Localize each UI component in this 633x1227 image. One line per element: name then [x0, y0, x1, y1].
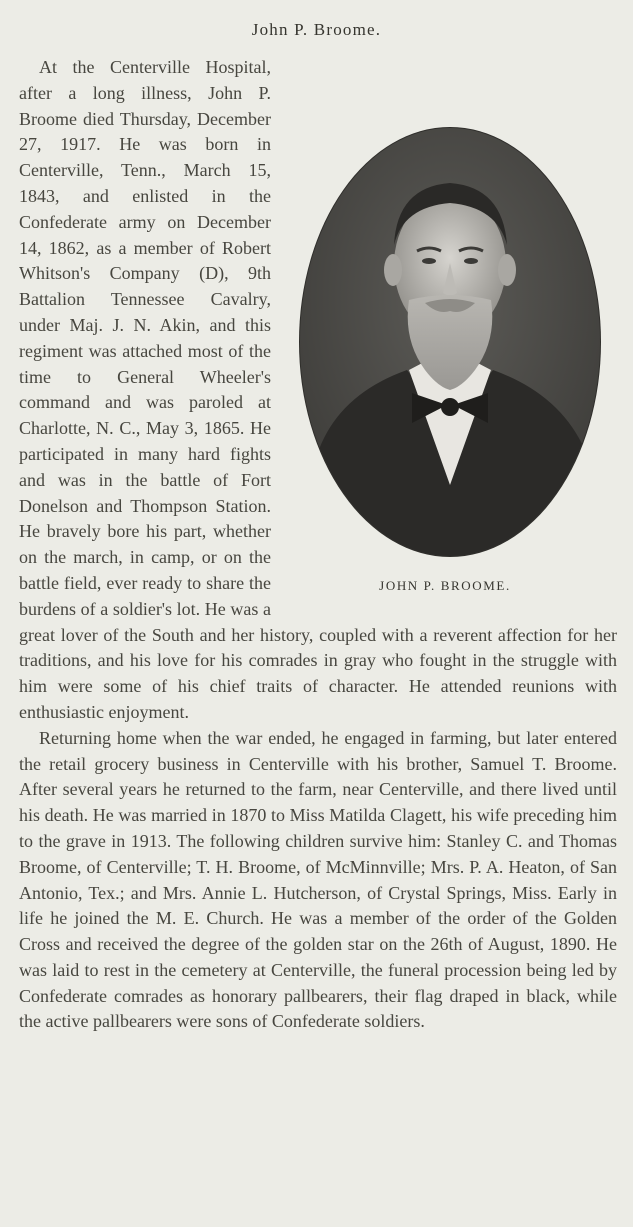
paragraph-2: Returning home when the war ended, he engaged in farming, but later entered the retail grocery business in Centerville with his brother, Samuel T. Broome. After several years he returned to the farm, near Centerville, and there lived until his death. He was married in 1870 to Miss Matilda Clagett, his wife preceding him to the grave in 1913. The following children survive him: Stanley C. and Thomas Broome, of Centerville; T. H. Broome, of McMinnville; Mrs. P. A. Heaton, of San Antonio, Tex.; and Mrs. Annie L. Hutcherson, of Crystal Springs, Miss. Early in life he joined the M. E. Church. He was a member of the order of the Golden Cross and received the degree of the golden star on the 26th of August, 1890. He was laid to rest in the cemetery at Centerville, the funeral procession being led by Confederate comrades as honorary pallbearers, their flag draped in black, while the active pallbearers were sons of Confederate soldiers.: [19, 727, 617, 1032]
portrait-figure: [285, 55, 617, 603]
article-heading: John P. Broome.: [251, 20, 382, 39]
portrait-caption: JOHN P. BROOME.: [379, 578, 511, 593]
article-body: [19, 55, 617, 1035]
portrait-photo: [297, 125, 603, 559]
paragraph-1: At the Centerville Hospital, after a long illness, John P. Broome died Thursday, December 27, 1917. He was born in Centerville, Tenn., March 15, 1843, and enlisted in the Confederate army on December 14, 1862, as a member of Robert Whitson's Company (D), 9th Battalion Tennessee Cavalry, under Maj. J. N. Akin, and this regiment was attached most of the time to General Wheeler's command and was paroled at Charlotte, N. C., May 3, 1865. He participated in many hard fights and was in the battle of Fort Donelson and Thompson Station. He bravely bore his part, whether on the march, in camp, or on the battle field, ever ready to share the burdens of a soldier's lot. He was a great lover of the South and her history, coupled with a reverent affection for her traditions, and his love for his comrades in gray who fought in the struggle with him were some of his chief traits of character. He attended reunions with enthusiastic enjoyment.: [19, 57, 617, 722]
